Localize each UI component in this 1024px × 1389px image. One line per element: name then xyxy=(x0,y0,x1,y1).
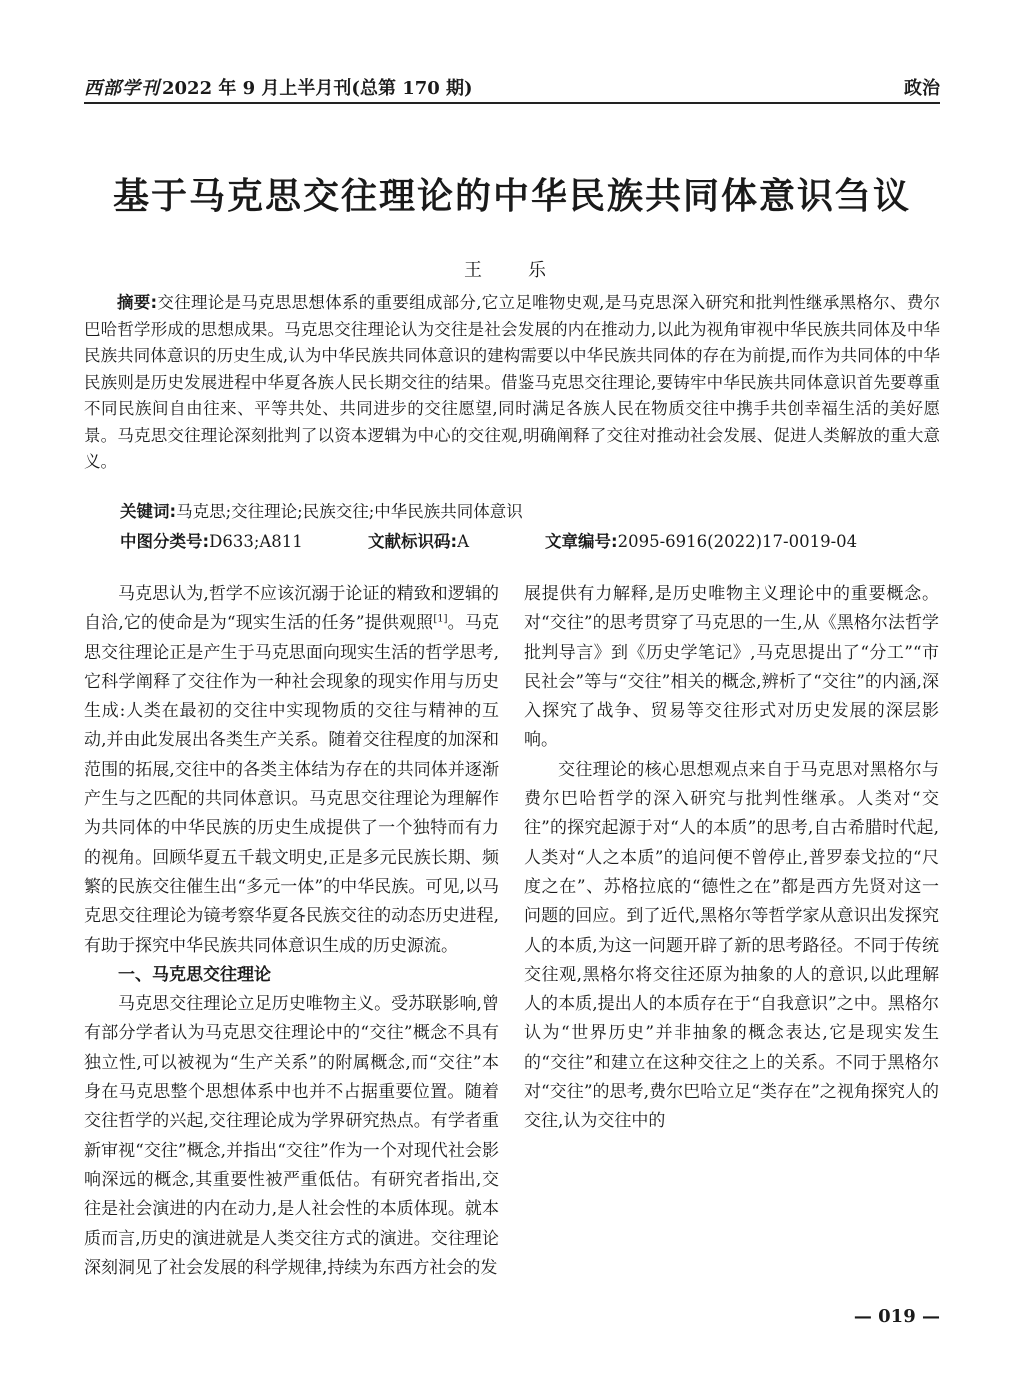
article-number xyxy=(545,528,857,552)
section-heading: 一、马克思交往理论 xyxy=(118,964,271,985)
issue-info: 2022 年 9 月上半月刊(总第 170 期) xyxy=(162,78,473,99)
author: 王 乐 xyxy=(464,260,560,281)
section-name: 政治 xyxy=(904,78,940,99)
body-paragraph: 交往理论的核心思想观点来自于马克思对黑格尔与费尔巴哈哲学的深入研究与批判性继承。人类对“交往”的探究起源于对“人的本质”的思考,自古希腊时代起,人类对“人之本质”的追问便不曾停止,普罗泰戈拉的“尺度之在”、苏格拉底的“德性之在”都是西方先贤对这一问题的回应。到了近代,黑格尔等哲学家从意识出发探究人的本质,为这一问题开辟了新的思考路径。不同于传统交往观,黑格尔将交往还原为抽象的人的意识,以此理解人的本质,提出人的本质存在于“自我意识”之中。黑格尔认为“世界历史”并非抽象的概念表达,它是现实发生的“交往”和建立在这种交往之上的关系。不同于黑格尔对“交往”的思考,费尔巴哈立足“类存在”之视角探究人的交往,认为交往中的 xyxy=(524,759,939,1132)
page-number: — 019 — xyxy=(853,1306,940,1327)
running-header xyxy=(84,70,940,104)
classification-value: D633;A811 xyxy=(209,532,303,551)
abstract-label: 摘要: xyxy=(117,293,158,312)
article-title: 基于马克思交往理论的中华民族共同体意识刍议 xyxy=(112,176,911,217)
classification-label: 中图分类号: xyxy=(120,532,210,551)
abstract-text: 交往理论是马克思思想体系的重要组成部分,它立足唯物史观,是马克思深入研究和批判性继承黑格尔、费尔巴哈哲学形成的思想成果。马克思交往理论认为交往是社会发展的内在推动力,以此为视角审视中华民族共同体及中华民族共同体意识的历史生成,认为中华民族共同体意识的建构需要以中华民族共同体的存在为前提,而作为共同体的中华民族则是历史发展进程中华夏各族人民长期交往的结果。借鉴马克思交往理论,要铸牢中华民族共同体意识首先要尊重不同民族间自由往来、平等共处、共同进步的交往愿望,同时满足各族人民在物质交往中携手共创幸福生活的美好愿景。马克思交往理论深刻批判了以资本逻辑为中心的交往观,明确阐释了交往对推动社会发展、促进人类解放的重大意义。 xyxy=(84,293,940,471)
document-code xyxy=(368,528,469,552)
body-column-left xyxy=(84,580,499,1283)
doc-code-label: 文献标识码: xyxy=(368,532,458,551)
journal-issue xyxy=(84,74,473,100)
body-column-right xyxy=(524,580,939,1137)
body-paragraph: 马克思交往理论立足历史唯物主义。受苏联影响,曾有部分学者认为马克思交往理论中的“交往”概念不具有独立性,可以被视为“生产关系”的附属概念,而“交往”本身在马克思整个思想体系中也并不占据重要位置。随着交往哲学的兴起,交往理论成为学界研究热点。有学者重新审视“交往”概念,并指出“交往”作为一个对现代社会影响深远的概念,其重要性被严重低估。有研究者指出,交往是社会演进的内在动力,是人社会性的本质体现。就本质而言,历史的演进就是人类交往方式的演进。交往理论深刻洞见了社会发展的科学规律,持续为东西方社会的发 xyxy=(84,994,499,1278)
keywords-label: 关键词: xyxy=(120,502,177,521)
citation: [1] xyxy=(433,613,448,625)
article-no-label: 文章编号: xyxy=(545,532,618,551)
body-paragraph-continued: 展提供有力解释,是历史唯物主义理论中的重要概念。对“交往”的思考贯穿了马克思的一生,从《黑格尔法哲学批判导言》到《历史学笔记》,马克思提出了“分工”“市民社会”等与“交往”相关的概念,辨析了“交往”的内涵,深入探究了战争、贸易等交往形式对历史发展的深层影响。 xyxy=(524,584,939,751)
journal-logo: 西部学刊 xyxy=(84,78,160,99)
keywords xyxy=(120,498,523,522)
abstract xyxy=(84,290,940,476)
keywords-text: 马克思;交往理论;民族交往;中华民族共同体意识 xyxy=(176,502,523,521)
classification-number xyxy=(120,528,303,552)
article-no-value: 2095-6916(2022)17-0019-04 xyxy=(617,532,858,551)
body-paragraph: 马克思认为,哲学不应该沉溺于论证的精致和逻辑的自洽,它的使命是为“现实生活的任务”提供观照[1]。马克思交往理论正是产生于马克思面向现实生活的哲学思考,它科学阐释了交往作为一种社会现象的现实作用与历史生成:人类在最初的交往中实现物质的交往与精神的互动,并由此发展出各类生产关系。随着交往程度的加深和范围的拓展,交往中的各类主体结为存在的共同体并逐渐产生与之匹配的共同体意识。马克思交往理论为理解作为共同体的中华民族的历史生成提供了一个独特而有力的视角。回顾华夏五千载文明史,正是多元民族长期、频繁的民族交往催生出“多元一体”的中华民族。可见,以马克思交往理论为镜考察华夏各民族交往的动态历史进程,有助于探究中华民族共同体意识生成的历史源流。 xyxy=(84,584,499,956)
doc-code-value: A xyxy=(457,532,470,551)
